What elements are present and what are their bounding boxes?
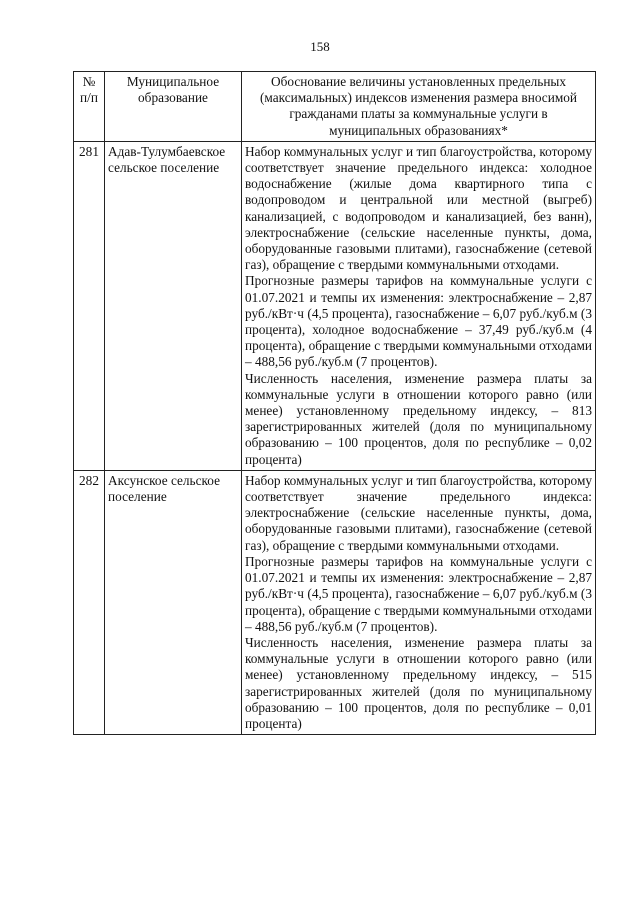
header-justification: Обоснование величины установленных предельных (максимальных) индексов изменения размера вносимой гражданами платы за коммунальные услуги в муниципальных образованиях* [242,72,596,142]
table-header-row [74,72,596,142]
page-number: 158 [310,39,330,54]
header-municipality-line-2: образование [138,90,208,106]
header-municipality [105,72,242,142]
header-number-line-2: п/п [80,90,98,106]
municipal-index-table [73,71,596,735]
paragraph-population: Численность населения, изменение размера платы за коммунальные услуги в отношении которого равно (или менее) установленному предельному индексу, – 813 зарегистрированных жителей (доля по муниципальному образованию – 100 процентов, доля по республике – 0,02 процента) [245,370,592,467]
header-number-line-1: № [82,74,96,89]
paragraph-services-set: Набор коммунальных услуг и тип благоустройства, которому соответствует значение предельного индекса: холодное водоснабжение (жилые дома квартирного типа с водопроводом и центральной или местной (выгреб) канализацией, с водопроводом и канализацией, без ванн), электроснабжение (сельские населенные пункты, дома, оборудованные газовыми плитами), газоснабжение (сетевой газ), обращение с твердыми коммунальными отходами. [245,143,593,273]
row-number: 282 [74,470,105,734]
row-municipality: Адав-Тулумбаевское сельское поселение [105,141,242,470]
row-municipality: Аксунское сельское поселение [105,470,242,734]
row-justification [242,141,596,470]
paragraph-tariffs: Прогнозные размеры тарифов на коммунальные услуги с 01.07.2021 и темпы их изменения: электроснабжение – 2,87 руб./кВт·ч (4,5 процента), газоснабжение – 6,07 руб./куб.м (3 процента), холодное водоснабжение – 37,49 руб./куб.м (4 процента), обращение с твердыми коммунальными отходами – 488,56 руб./куб.м (7 процентов). [245,273,592,370]
paragraph-population: Численность населения, изменение размера платы за коммунальные услуги в отношении которого равно (или менее) установленному предельному индексу, – 515 зарегистрированных жителей (доля по муниципальному образованию – 100 процентов, доля по республике – 0,01 процента) [245,634,592,731]
row-justification [242,470,596,734]
paragraph-tariffs: Прогнозные размеры тарифов на коммунальные услуги с 01.07.2021 и темпы их изменения: электроснабжение – 2,87 руб./кВт·ч (4,5 процента), газоснабжение – 6,07 руб./куб.м (3 процента), обращение с твердыми коммунальными отходами – 488,56 руб./куб.м (7 процентов). [245,553,592,634]
header-municipality-line-1: Муниципальное [126,74,220,89]
table-row [74,470,596,734]
table-row [74,141,596,470]
header-number [74,72,105,142]
paragraph-services-set: Набор коммунальных услуг и тип благоустройства, которому соответствует значение предельного индекса: электроснабжение (сельские населенные пункты, дома, оборудованные газовыми плитами), газоснабжение (сетевой газ), обращение с твердыми коммунальными отходами. [245,472,593,553]
row-number: 281 [74,141,105,470]
